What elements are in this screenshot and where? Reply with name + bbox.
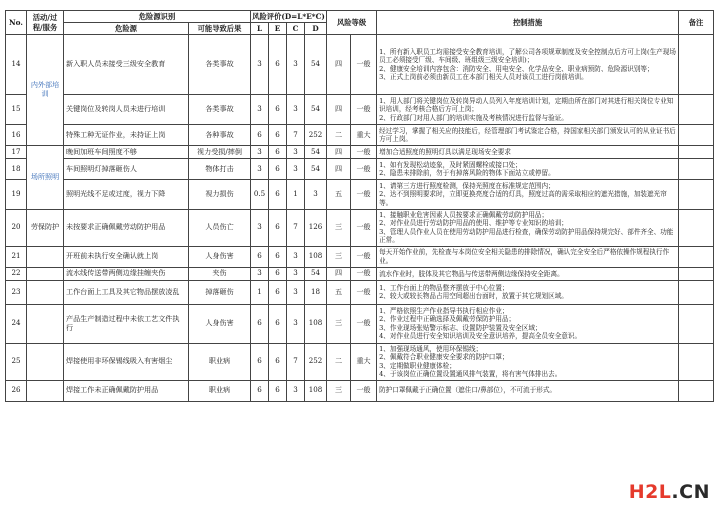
hazard-cell: 照明光线不足或过度，视力下降 — [64, 180, 189, 210]
header-consequence: 可能导致后果 — [189, 23, 251, 35]
L-value: 1 — [251, 280, 269, 304]
header-L: L — [251, 23, 269, 35]
site-watermark: H2L.CN — [628, 481, 710, 503]
C-value: 7 — [287, 125, 305, 146]
risk-level: 一般 — [351, 95, 377, 125]
risk-grade: 三 — [327, 246, 351, 267]
C-value: 3 — [287, 95, 305, 125]
risk-grade: 三 — [327, 304, 351, 343]
remark-cell — [679, 146, 714, 159]
remark-cell — [679, 380, 714, 401]
C-value: 3 — [287, 304, 305, 343]
E-value: 6 — [269, 246, 287, 267]
consequence-cell: 夹伤 — [189, 267, 251, 280]
C-value: 3 — [287, 380, 305, 401]
control-measures: 1、接触职业危害因素人员按要求正确佩戴劳动防护用品； 2、对作业员进行劳动防护用品的使用、维护等专业知识的培训； 3、管理人员作业人员在使用劳动防护用品进行检查，确保劳动防护用品保持规完好、部件齐全、功能正常。 — [377, 210, 679, 247]
remark-cell — [679, 180, 714, 210]
hazard-cell: 开班前未执行安全确认就上岗 — [64, 246, 189, 267]
consequence-cell: 掉落砸伤 — [189, 280, 251, 304]
hazard-cell: 产品生产制造过程中未依工艺文件执行 — [64, 304, 189, 343]
E-value: 6 — [269, 125, 287, 146]
table-row — [6, 267, 714, 280]
C-value: 7 — [287, 343, 305, 380]
C-value: 3 — [287, 267, 305, 280]
activity-empty — [27, 380, 64, 401]
L-value: 6 — [251, 343, 269, 380]
risk-assessment-table — [5, 10, 714, 402]
row-no: 20 — [6, 210, 27, 247]
hazard-cell: 车间照明灯掉落砸伤人 — [64, 159, 189, 180]
header-remark: 备注 — [679, 11, 714, 35]
activity-empty — [27, 304, 64, 343]
D-value: 54 — [305, 267, 327, 280]
D-value: 252 — [305, 125, 327, 146]
D-value: 54 — [305, 159, 327, 180]
E-value: 6 — [269, 180, 287, 210]
table-row — [6, 146, 714, 159]
L-value: 3 — [251, 267, 269, 280]
remark-cell — [679, 35, 714, 95]
header-hazard: 危险源 — [64, 23, 189, 35]
C-value: 1 — [287, 180, 305, 210]
row-no: 21 — [6, 246, 27, 267]
table-row — [6, 343, 714, 380]
C-value: 7 — [287, 210, 305, 247]
L-value: 3 — [251, 146, 269, 159]
risk-grade: 四 — [327, 95, 351, 125]
risk-level: 一般 — [351, 267, 377, 280]
risk-level: 重大 — [351, 125, 377, 146]
C-value: 3 — [287, 159, 305, 180]
hazard-cell: 新入职人员未接受三级安全教育 — [64, 35, 189, 95]
control-measures: 经过学习，掌握了相关应的技能后，经管理部门考试鉴定合格，持国家相关部门颁发认可的从业证书后方可上岗。 — [377, 125, 679, 146]
remark-cell — [679, 159, 714, 180]
risk-grade: 四 — [327, 159, 351, 180]
table-row — [6, 35, 714, 95]
risk-grade: 二 — [327, 125, 351, 146]
header-level: 风险等级 — [327, 11, 377, 35]
control-measures: 1、请第三方进行照度检测，保持光照度在标准规定范围内； 2、达不到照明要求时，立即更换亮度合适的灯具，照度过高的需采取相应的遮光措施，加装遮光帘等。 — [377, 180, 679, 210]
table-row — [6, 95, 714, 125]
risk-level: 一般 — [351, 146, 377, 159]
E-value: 6 — [269, 210, 287, 247]
row-no: 17 — [6, 146, 27, 159]
L-value: 6 — [251, 380, 269, 401]
E-value: 6 — [269, 304, 287, 343]
risk-grade: 四 — [327, 146, 351, 159]
consequence-cell: 视力受损/摔倒 — [189, 146, 251, 159]
remark-cell — [679, 125, 714, 146]
E-value: 6 — [269, 146, 287, 159]
activity-empty — [27, 267, 64, 280]
consequence-cell: 各类事故 — [189, 35, 251, 95]
table-row — [6, 125, 714, 146]
row-no: 16 — [6, 125, 27, 146]
activity-empty — [27, 280, 64, 304]
row-no: 15 — [6, 95, 27, 125]
activity-empty — [27, 343, 64, 380]
risk-level: 一般 — [351, 210, 377, 247]
remark-cell — [679, 267, 714, 280]
header-activity: 活动/过程/服务 — [27, 11, 64, 35]
D-value: 54 — [305, 95, 327, 125]
header-C: C — [287, 23, 305, 35]
control-measures: 流水作业时，肢体及其它物品与传送带两侧边缘保持安全距离。 — [377, 267, 679, 280]
D-value: 108 — [305, 246, 327, 267]
activity-group: 场所照明 — [27, 146, 64, 210]
hazard-cell: 晚间加班车间照度不够 — [64, 146, 189, 159]
control-measures: 1、如有发现松动迹象，及时紧固螺栓或接口处； 2、隐患未排除前，勿于有掉落风险的物体下面站立或停留。 — [377, 159, 679, 180]
consequence-cell: 人身伤害 — [189, 246, 251, 267]
risk-level: 重大 — [351, 343, 377, 380]
hazard-cell: 特殊工种无证作业，未持证上岗 — [64, 125, 189, 146]
header-E: E — [269, 23, 287, 35]
L-value: 3 — [251, 35, 269, 95]
risk-grade: 四 — [327, 35, 351, 95]
row-no: 22 — [6, 267, 27, 280]
header-control: 控制措施 — [377, 11, 679, 35]
C-value: 3 — [287, 146, 305, 159]
E-value: 6 — [269, 35, 287, 95]
table-row — [6, 210, 714, 247]
row-no: 19 — [6, 180, 27, 210]
control-measures: 每天开始作业前，先检查与本岗位安全相关隐患的排除情况，确认完全安全后严格依操作规程执行作业。 — [377, 246, 679, 267]
control-measures: 1、加强现场通风，使用环保锡线； 2、佩戴符合职业健康安全要求的防护口罩； 3、定期做职业健康体检； 4、于该岗位正确位置设置通风排气装置，将有害气体排出去。 — [377, 343, 679, 380]
row-no: 18 — [6, 159, 27, 180]
hazard-cell: 未按要求正确佩戴劳动防护用品 — [64, 210, 189, 247]
D-value: 3 — [305, 180, 327, 210]
header-D: D — [305, 23, 327, 35]
risk-grade: 二 — [327, 343, 351, 380]
hazard-cell: 焊接工作未正确佩戴防护用品 — [64, 380, 189, 401]
hazard-cell: 焊接使用非环保锡线吸入有害烟尘 — [64, 343, 189, 380]
E-value: 6 — [269, 343, 287, 380]
table-row — [6, 246, 714, 267]
consequence-cell: 职业病 — [189, 343, 251, 380]
L-value: 3 — [251, 159, 269, 180]
row-no: 26 — [6, 380, 27, 401]
remark-cell — [679, 95, 714, 125]
remark-cell — [679, 343, 714, 380]
E-value: 6 — [269, 95, 287, 125]
risk-level: 一般 — [351, 159, 377, 180]
D-value: 108 — [305, 304, 327, 343]
hazard-cell: 关键岗位及转岗人员未进行培训 — [64, 95, 189, 125]
control-measures: 1、工作台面上的物品整齐摆放于中心位置； 2、较大或较长物品占用空间超出台面时，放置于其它规划区域。 — [377, 280, 679, 304]
activity-empty — [27, 246, 64, 267]
table-row — [6, 159, 714, 180]
control-measures: 1、用人部门将关键岗位及转岗异动人员列入年度培训计划，定期由所在部门对其进行相关岗位专业知识培训，经考核合格后方可上岗； 2、行政部门对用人部门的培训实施及考核情况进行监督与验证。 — [377, 95, 679, 125]
risk-level: 一般 — [351, 380, 377, 401]
control-measures: 防护口罩佩戴于正确位置（遮住口/鼻部位），不可流于形式。 — [377, 380, 679, 401]
activity-group: 劳保防护 — [27, 210, 64, 247]
row-no: 24 — [6, 304, 27, 343]
L-value: 3 — [251, 210, 269, 247]
header-risk-group: 风险评价(D=L*E*C) — [252, 11, 325, 21]
risk-grade: 三 — [327, 210, 351, 247]
table-row — [6, 380, 714, 401]
consequence-cell: 视力损伤 — [189, 180, 251, 210]
risk-level: 一般 — [351, 304, 377, 343]
row-no: 23 — [6, 280, 27, 304]
C-value: 3 — [287, 35, 305, 95]
remark-cell — [679, 280, 714, 304]
consequence-cell: 各种事故 — [189, 125, 251, 146]
row-no: 14 — [6, 35, 27, 95]
C-value: 3 — [287, 280, 305, 304]
remark-cell — [679, 210, 714, 247]
consequence-cell: 物体打击 — [189, 159, 251, 180]
L-value: 6 — [251, 304, 269, 343]
remark-cell — [679, 246, 714, 267]
control-measures: 增加合适照度的照明灯具以满足现场安全要求 — [377, 146, 679, 159]
consequence-cell: 各类事故 — [189, 95, 251, 125]
table-row — [6, 280, 714, 304]
consequence-cell: 人员伤亡 — [189, 210, 251, 247]
remark-cell — [679, 304, 714, 343]
risk-grade: 五 — [327, 180, 351, 210]
control-measures: 1、严格依照生产作业指导书执行相应作业； 2、作业过程中正确选择及佩戴劳保防护用品； 3、作业现场张贴警示标志、设置防护装置及安全区域； 4、对作业员进行安全知识培训及安全意识培养，提高全员安全意识。 — [377, 304, 679, 343]
table-row — [6, 304, 714, 343]
header-hazard-group: 危险源识别 — [64, 11, 251, 23]
D-value: 108 — [305, 380, 327, 401]
risk-level: 一般 — [351, 180, 377, 210]
consequence-cell: 职业病 — [189, 380, 251, 401]
D-value: 18 — [305, 280, 327, 304]
D-value: 54 — [305, 146, 327, 159]
L-value: 6 — [251, 125, 269, 146]
risk-grade: 三 — [327, 380, 351, 401]
activity-group: 内外部培训 — [27, 35, 64, 146]
row-no: 25 — [6, 343, 27, 380]
hazard-cell: 工作台面上工具及其它物品摆放凌乱 — [64, 280, 189, 304]
header-no: No. — [6, 11, 27, 35]
E-value: 6 — [269, 159, 287, 180]
hazard-cell: 流水线传送带两侧边缘挂缠夹伤 — [64, 267, 189, 280]
consequence-cell: 人身伤害 — [189, 304, 251, 343]
L-value: 0.5 — [251, 180, 269, 210]
E-value: 6 — [269, 267, 287, 280]
E-value: 6 — [269, 380, 287, 401]
control-measures: 1、所有新入职员工均需接受安全教育培训，了解公司各项规章制度及安全控制点后方可上岗(生产现场员工必须接受厂级、车间级、班组级三级安全培训)； 2、健康安全培训内容包含：消防安全、用电安全、化学品安全、职业病预防、危险源识别等； 3、正式上岗前必须由新员工在本部门相关人员对该员工进行岗前培训。 — [377, 35, 679, 95]
D-value: 252 — [305, 343, 327, 380]
risk-grade: 五 — [327, 280, 351, 304]
C-value: 3 — [287, 246, 305, 267]
risk-level: 一般 — [351, 246, 377, 267]
risk-grade: 四 — [327, 267, 351, 280]
D-value: 126 — [305, 210, 327, 247]
table-row — [6, 180, 714, 210]
risk-level: 一般 — [351, 35, 377, 95]
risk-level: 一般 — [351, 280, 377, 304]
E-value: 6 — [269, 280, 287, 304]
D-value: 54 — [305, 35, 327, 95]
L-value: 3 — [251, 95, 269, 125]
L-value: 6 — [251, 246, 269, 267]
